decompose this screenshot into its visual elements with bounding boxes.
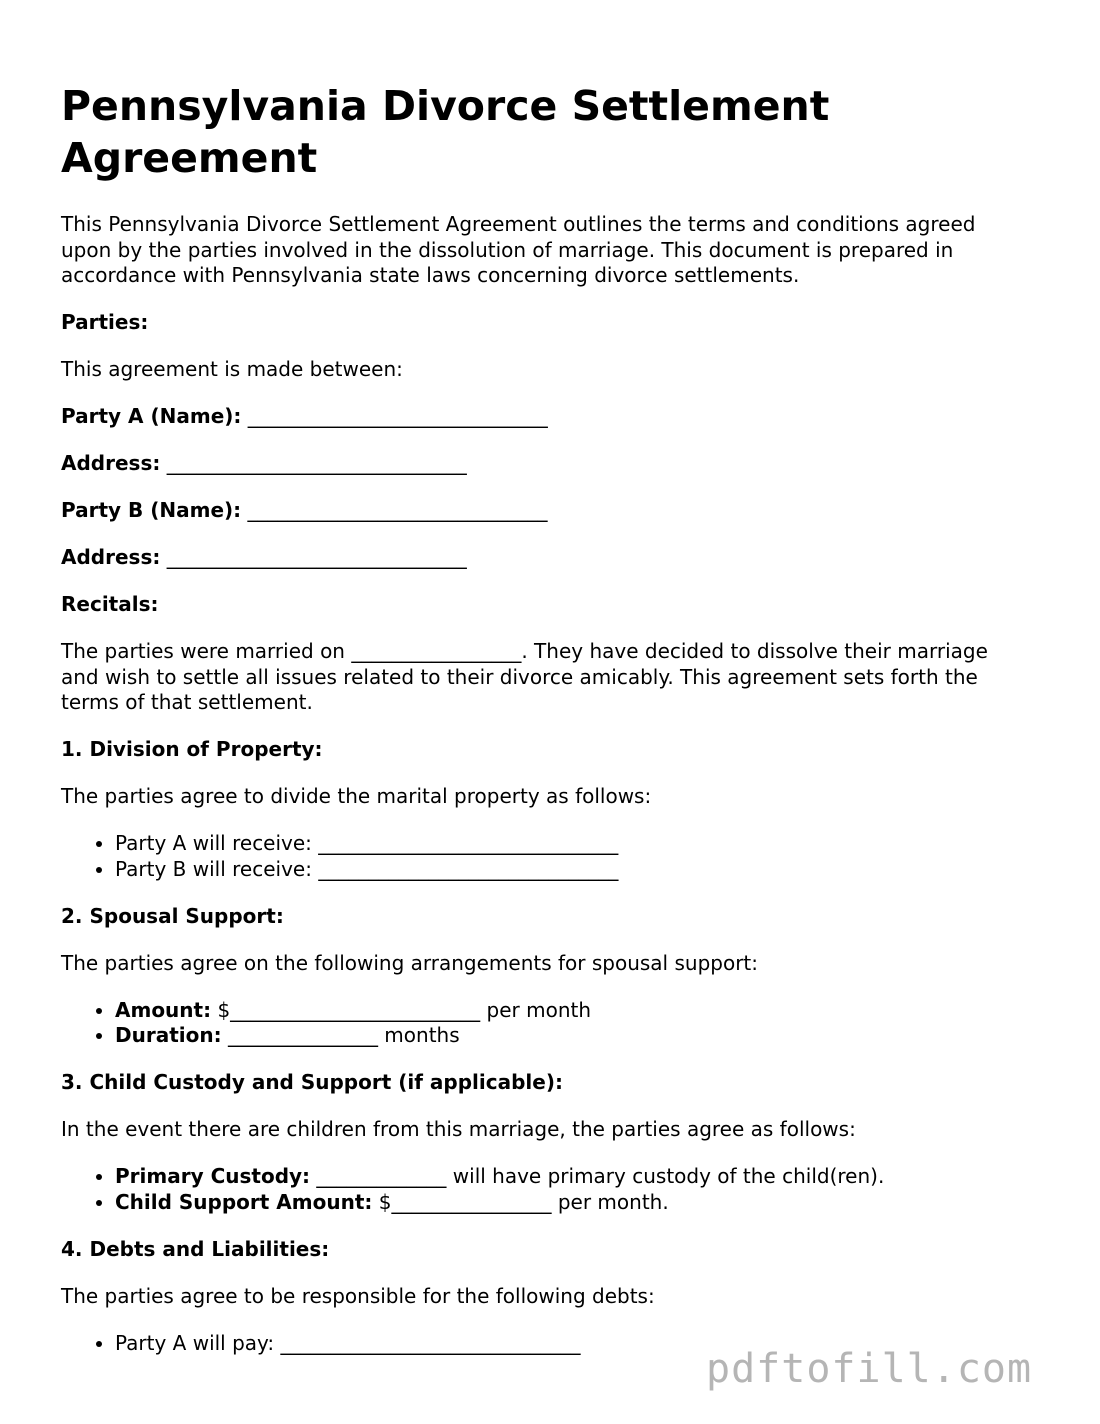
debts-text: The parties agree to be responsible for the following debts: — [61, 1283, 655, 1308]
spousal-heading: 2. Spousal Support: — [61, 903, 284, 928]
parties-heading: Parties: — [61, 310, 149, 334]
parties-text: This agreement is made between: — [61, 357, 403, 381]
custody-primary-item — [115, 1164, 1021, 1190]
party-a-name-blank[interactable]: ______________________________ — [247, 404, 548, 428]
spousal-duration-value: _______________ months — [221, 1023, 460, 1047]
property-text: The parties agree to divide the marital property as follows: — [61, 784, 652, 808]
party-a-address-line — [61, 451, 1021, 477]
property-list — [61, 831, 1021, 882]
custody-primary-value: _____________ will have primary custody of the child(ren). — [310, 1164, 885, 1188]
spousal-amount-value: $_________________________ per month — [211, 997, 592, 1022]
custody-primary-label: Primary Custody: — [115, 1164, 311, 1188]
property-heading: 1. Division of Property: — [61, 737, 323, 761]
party-b-address-label: Address: — [61, 545, 161, 569]
debts-heading: 4. Debts and Liabilities: — [61, 1236, 330, 1261]
party-a-address-label: Address: — [61, 451, 161, 475]
custody-support-item — [115, 1190, 1021, 1216]
custody-heading: 3. Child Custody and Support (if applicable): — [61, 1070, 563, 1094]
party-a-name-label: Party A (Name): — [61, 404, 242, 428]
party-b-address-line — [61, 545, 1021, 571]
property-item-party-a: • Party A will receive: ______________________________ — [115, 831, 1021, 857]
party-b-name-blank[interactable]: ______________________________ — [247, 498, 548, 522]
party-a-name-line — [61, 404, 1021, 430]
party-b-name-label: Party B (Name): — [61, 498, 242, 522]
recitals-text: The parties were married on _________________. They have decided to dissolve their marriage and wish to settle all issues related to their divorce amicably. This agreement sets forth the terms of that settlement. — [61, 639, 988, 714]
watermark: pdftofill.com — [706, 1346, 1033, 1392]
debts-item-party-a: • Party A will pay: ______________________________ — [115, 1331, 1021, 1357]
custody-support-value: $________________ per month. — [372, 1189, 669, 1214]
document-title: Pennsylvania Divorce Settlement Agreement — [61, 82, 830, 182]
spousal-amount-item — [115, 998, 1021, 1024]
intro-paragraph: This Pennsylvania Divorce Settlement Agreement outlines the terms and conditions agreed upon by the parties involved in the dissolution of marriage. This document is prepared in accordance with Pennsylvania state laws concerning divorce settlements. — [61, 212, 976, 287]
spousal-duration-item — [115, 1023, 1021, 1049]
spousal-text: The parties agree on the following arrangements for spousal support: — [61, 950, 758, 975]
party-a-address-blank[interactable]: ______________________________ — [166, 451, 467, 475]
property-item-party-b: • Party B will receive: ______________________________ — [115, 857, 1021, 883]
recitals-heading: Recitals: — [61, 592, 159, 616]
custody-list — [61, 1164, 1021, 1215]
document-page — [61, 80, 1021, 1378]
custody-support-label: Child Support Amount: — [115, 1189, 373, 1214]
spousal-duration-label: Duration: — [115, 1023, 222, 1047]
spousal-amount-label: Amount: — [115, 997, 212, 1022]
custody-text: In the event there are children from this marriage, the parties agree as follows: — [61, 1117, 856, 1141]
party-b-address-blank[interactable]: ______________________________ — [166, 545, 467, 569]
party-b-name-line — [61, 498, 1021, 524]
spousal-list — [61, 998, 1021, 1049]
